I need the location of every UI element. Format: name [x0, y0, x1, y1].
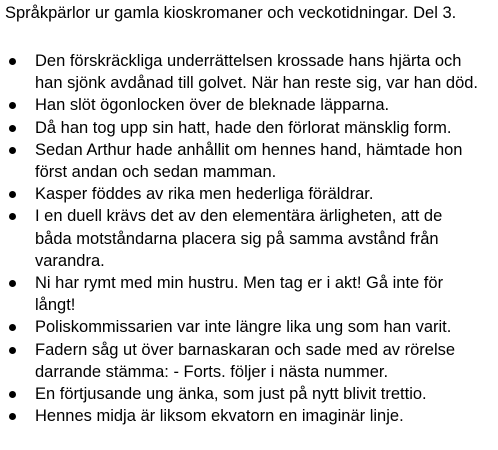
list-item-text-line: varandra.: [35, 251, 105, 270]
list-item-text-line: Han slöt ögonlocken över de bleknade läpparna.: [35, 96, 390, 115]
bullet-icon: [9, 347, 16, 354]
list-item: [0, 272, 498, 316]
list-item: [0, 183, 498, 205]
quote-list: [0, 50, 498, 427]
list-item-text-line: Hennes midja är liksom ekvatorn en imaginär linje.: [35, 407, 404, 426]
list-item: [0, 139, 498, 183]
list-item: [0, 405, 498, 427]
list-item-text-line: han sjönk avdånad till golvet. När han reste sig, var han död.: [35, 74, 479, 93]
bullet-icon: [9, 413, 16, 420]
list-item: [0, 383, 498, 405]
list-item: [0, 316, 498, 338]
list-item: [0, 50, 498, 94]
list-item-text-line: Då han tog upp sin hatt, hade den förlorat mänsklig form.: [35, 118, 452, 137]
list-item-text-line: Fadern såg ut över barnaskaran och sade med av rörelse: [35, 340, 456, 359]
bullet-icon: [9, 391, 16, 398]
list-item: [0, 117, 498, 139]
bullet-icon: [9, 125, 16, 132]
list-item-text-line: först andan och sedan mamman.: [35, 163, 277, 182]
list-item: [0, 205, 498, 272]
list-item-text-line: båda motståndarna placera sig på samma avstånd från: [35, 229, 439, 248]
bullet-icon: [9, 102, 16, 109]
list-item-text-line: darrande stämma: - Forts. följer i nästa nummer.: [35, 362, 389, 381]
list-item-text-line: Sedan Arthur hade anhållit om hennes hand, hämtade hon: [35, 140, 463, 159]
document-title: Språkpärlor ur gamla kioskromaner och veckotidningar. Del 3.: [5, 4, 457, 22]
list-item-text-line: Kasper föddes av rika men hederliga föräldrar.: [35, 185, 374, 204]
bullet-icon: [9, 324, 16, 331]
list-item-text-line: Poliskommissarien var inte längre lika ung som han varit.: [35, 318, 452, 337]
list-item-text-line: långt!: [35, 296, 76, 315]
bullet-icon: [9, 191, 16, 198]
list-item-text-line: Ni har rymt med min hustru. Men tag er i akt! Gå inte för: [35, 274, 444, 293]
bullet-icon: [9, 58, 16, 65]
list-item: [0, 339, 498, 383]
list-item-text-line: En förtjusande ung änka, som just på nytt blivit trettio.: [35, 385, 427, 404]
bullet-icon: [9, 147, 16, 154]
bullet-icon: [9, 280, 16, 287]
list-item-text-line: I en duell krävs det av den elementära ärligheten, att de: [35, 207, 443, 226]
list-item: [0, 94, 498, 116]
list-item-text-line: Den förskräckliga underrättelsen krossade hans hjärta och: [35, 52, 462, 70]
bullet-icon: [9, 213, 16, 220]
